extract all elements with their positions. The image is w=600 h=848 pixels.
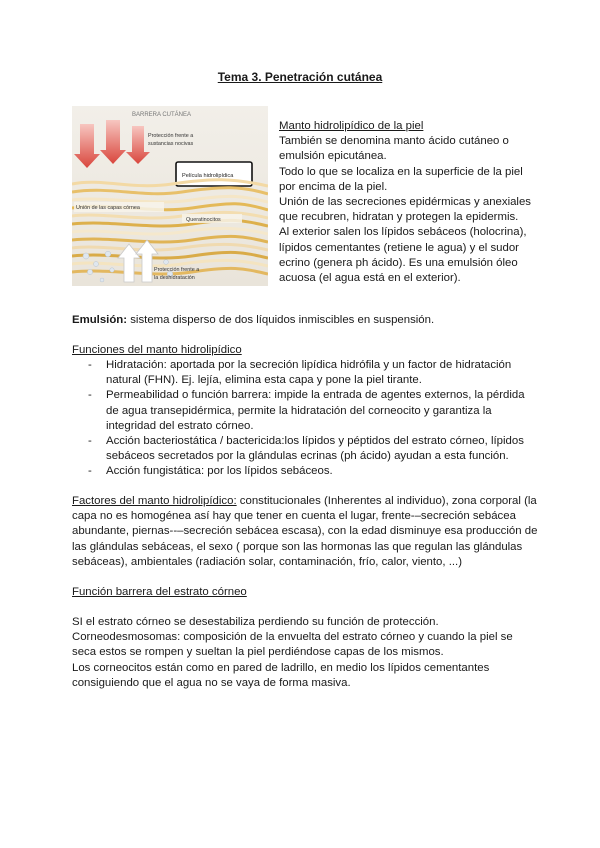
list-item-line: Hidratación: aportada por la secreción lipídica hidrófila y un factor de hidratación [106,359,512,371]
intro-line: También se denomina manto ácido cutáneo o [279,135,509,148]
barrier-heading: Función barrera del estrato córneo [72,586,247,598]
list-item [72,434,542,464]
intro-line: Unión de las secreciones epidérmicas y anexiales [279,196,531,209]
factors-line: abundante, piernas--–secreción sebácea escasa), con la edad disminuye esa producción de [72,525,538,538]
harmful-substances-arrows [74,120,150,168]
factors-heading: Factores del manto hidrolipídico: [72,495,237,507]
list-item-line: natural (FHN). Ej. lejía, elimina esta capa y pone la piel tirante. [106,374,422,387]
emulsion-text: sistema disperso de dos líquidos inmiscibles en suspensión. [127,314,435,326]
functions-list [72,358,542,480]
figure-header: BARRERA CUTÁNEA [132,112,192,118]
figure-label-protection-2: sustancias nocivas [148,141,194,147]
list-item [72,388,542,434]
list-item-line: Acción bacteriostática / bactericida:los lípidos y péptidos del estrato córneo, lípidos [106,435,524,448]
intro-line: lípidos cementantes (retiene le agua) y el sudor [279,241,519,254]
barrier-line: Los corneocitos están como en pared de ladrillo, en medio los lípidos cementantes [72,661,490,674]
list-item-line: integridad del estrato córneo. [106,419,254,432]
intro-line: Todo lo que se localiza en la superficie de la piel [279,165,523,178]
intro-section [279,119,541,286]
factors-first-line: constitucionales (Inherentes al individuo), zona corporal (la [236,495,537,507]
intro-line: acuosa (el agua está en el exterior). [279,272,461,285]
bullet-dash: - [88,465,92,478]
page-title: Tema 3. Penetración cutánea [217,70,383,84]
figure-label-dehydration-1: Protección frente a [154,267,200,273]
skin-barrier-illustration [72,106,268,286]
list-item-line: Permeabilidad o función barrera: impide la entrada de agentes externos, la pérdida [106,389,525,402]
barrier-paragraph [72,615,542,691]
barrier-line: SI el estrato córneo se desestabiliza perdiendo su función de protección. [72,616,439,628]
list-item-line: sebáceos secretados por la glándulas ecrinas (ph ácido) ayudan a esta función. [106,450,509,463]
intro-line: por encima de la piel. [279,180,388,193]
bullet-dash: - [88,359,92,371]
list-item-line: de agua transepidérmica, permite la hidratación del corneocito y garantiza la [106,404,492,417]
barrier-line: seca estos se rompen y sueltan la piel perdiéndose capas de los mismos. [72,646,444,659]
factors-line: capa no es homogénea así hay que tener en cuenta el lugar, frente-–secreción sebácea [72,510,516,523]
barrier-heading-block [72,585,542,600]
factors-line: sebáceas), ambientales (radiación solar, contaminación, frío, calor, viento, ...) [72,555,463,568]
intro-heading: Manto hidrolipídico de la piel [279,120,424,132]
bullet-dash: - [88,389,92,402]
figure-label-layer: Unión de las capas córnea [76,205,140,211]
emulsion-definition [72,313,542,328]
figure-label-protection-1: Protección frente a [148,133,194,139]
functions-heading: Funciones del manto hidrolipídico [72,344,242,356]
bullet-dash: - [88,435,92,448]
intro-line: Al exterior salen los lípidos sebáceos (holocrina), [279,226,527,239]
intro-line: emulsión epicutánea. [279,150,387,163]
list-item [72,358,542,388]
factors-line: las glándulas sebáceas, el sexo ( porque son las hormonas las que regulan las glándulas [72,540,523,553]
barrier-line: consiguiendo que el agua no se vaya de forma masiva. [72,676,351,689]
intro-line: que recubren, hidratan y protegen la epidermis. [279,211,519,224]
emulsion-term: Emulsión: [72,314,128,326]
functions-heading-block [72,343,542,358]
factors-paragraph [72,494,542,570]
barrier-line: Corneodesmosomas: composición de la envuelta del estrato córneo y cuando la piel se [72,631,513,644]
intro-line: ecrino (genera ph ácido). Es una emulsión óleo [279,256,518,269]
figure-label-film: Película hidrolipídica [182,173,234,179]
list-item [72,464,542,479]
figure-label-keratin: Queratinocitos [186,217,221,223]
list-item-line: Acción fungistática: por los lípidos sebáceos. [106,465,333,478]
figure-label-dehydration-2: la deshidratación [154,275,195,281]
